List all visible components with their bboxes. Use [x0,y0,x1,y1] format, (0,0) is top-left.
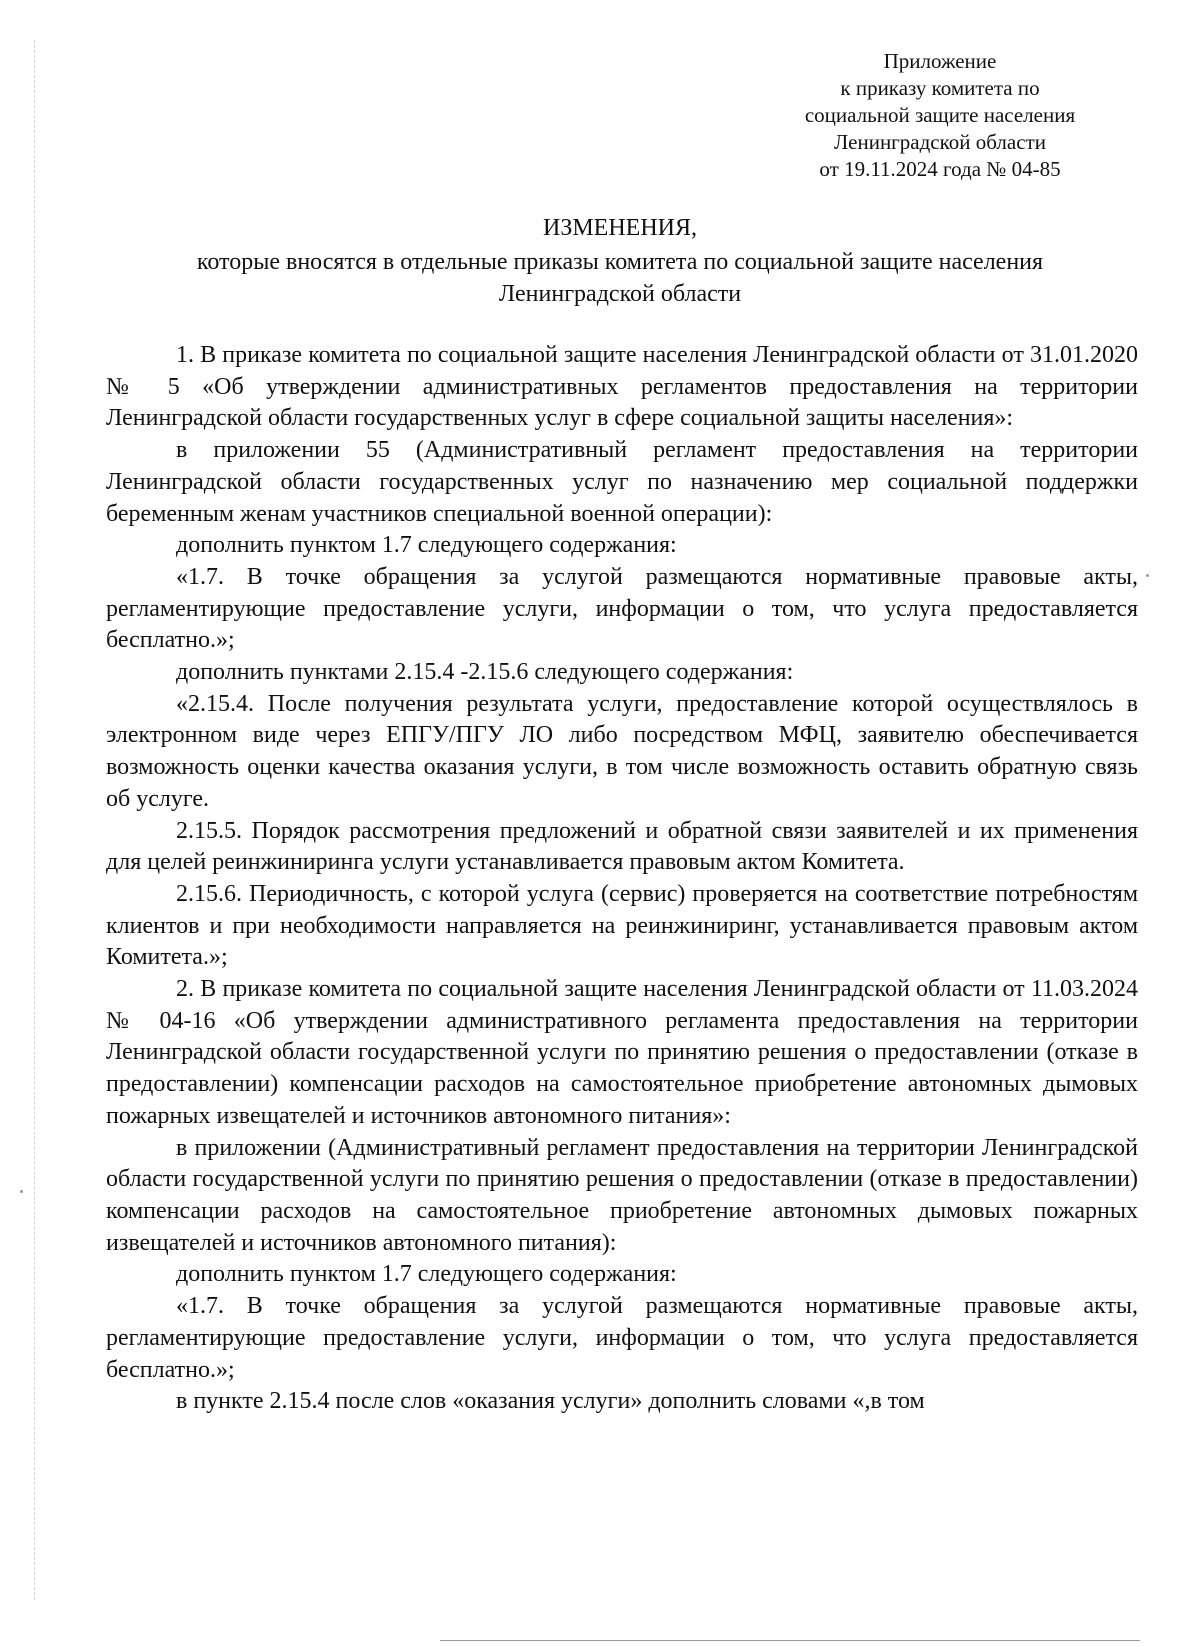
document-subtitle [100,246,1140,310]
paragraph: дополнить пунктом 1.7 следующего содержания: [176,532,677,559]
approval-line: Приложение [883,49,997,73]
approval-line: от 19.11.2024 года № 04-85 [819,157,1061,181]
scan-speck [1146,574,1149,577]
document-body [106,340,1138,1418]
paragraph: 1. В приказе комитета по социальной защите населения Ленинградской области от 31.01.2020 № 5 «Об утверждении административных регламентов предоставления на территории Ленинградской области государственных услуг в сфере социальной защиты населения»: [106,342,1138,432]
paragraph: «1.7. В точке обращения за услугой размещаются нормативные правовые акты, регламентирующие предоставление услуги, информации о том, что услуга предоставляется бесплатно.»; [106,563,1138,654]
paragraph: в приложении (Административный регламент предоставления на территории Ленинградской области государственной услуги по принятию решения о предоставлении (отказе в предоставлении) компенсации расходов на самостоятельное приобретение автономных дымовых пожарных извещателей и источников автономного питания): [106,1134,1138,1256]
paragraph: 2.15.5. Порядок рассмотрения предложений и обратной связи заявителей и их применения для целей реинжиниринга услуги устанавливается правовым актом Комитета. [106,817,1138,876]
subtitle-text: которые вносятся в отдельные приказы комитета по социальной защите населения Ленинградской области [196,249,1044,307]
paragraph: в пункте 2.15.4 после слов «оказания услуги» дополнить словами «,в том [176,1388,925,1415]
paragraph: 2. В приказе комитета по социальной защите населения Ленинградской области от 11.03.2024 № 04-16 «Об утверждении административного регламента предоставления на территории Ленинградской области государственной услуги по принятию решения о предоставлении (отказе в предоставлении) компенсации расходов на самостоятельное приобретение автономных дымовых пожарных извещателей и источников автономного питания»: [106,976,1138,1129]
scan-edge-bottom [440,1640,1140,1641]
approval-line: к приказу комитета по [840,76,1040,100]
approval-block [760,48,1120,183]
paragraph: дополнить пунктами 2.15.4 -2.15.6 следующего содержания: [176,659,794,686]
paragraph: дополнить пунктом 1.7 следующего содержания: [176,1261,677,1288]
approval-line: Ленинградской области [834,130,1046,154]
document-title: ИЗМЕНЕНИЯ, [542,215,698,241]
scan-edge-left [34,40,35,1600]
paragraph: в приложении 55 (Административный регламент предоставления на территории Ленинградской области государственных услуг по назначению мер социальной поддержки беременным женам участников специальной военной операции): [106,437,1138,527]
scan-speck [20,1190,23,1193]
paragraph: «1.7. В точке обращения за услугой размещаются нормативные правовые акты, регламентирующие предоставление услуги, информации о том, что услуга предоставляется бесплатно.»; [106,1293,1138,1383]
paragraph: 2.15.6. Периодичность, с которой услуга (сервис) проверяется на соответствие потребностям клиентов и при необходимости направляется на реинжиниринг, устанавливается правовым актом Комитета.»; [106,880,1138,971]
approval-line: социальной защите населения [804,103,1076,127]
paragraph: «2.15.4. После получения результата услуги, предоставление которой осуществлялось в электронном виде через ЕПГУ/ПГУ ЛО либо посредством МФЦ, заявителю обеспечивается возможность оценки качества оказания услуги, в том числе возможность оставить обратную связь об услуге. [106,690,1138,812]
